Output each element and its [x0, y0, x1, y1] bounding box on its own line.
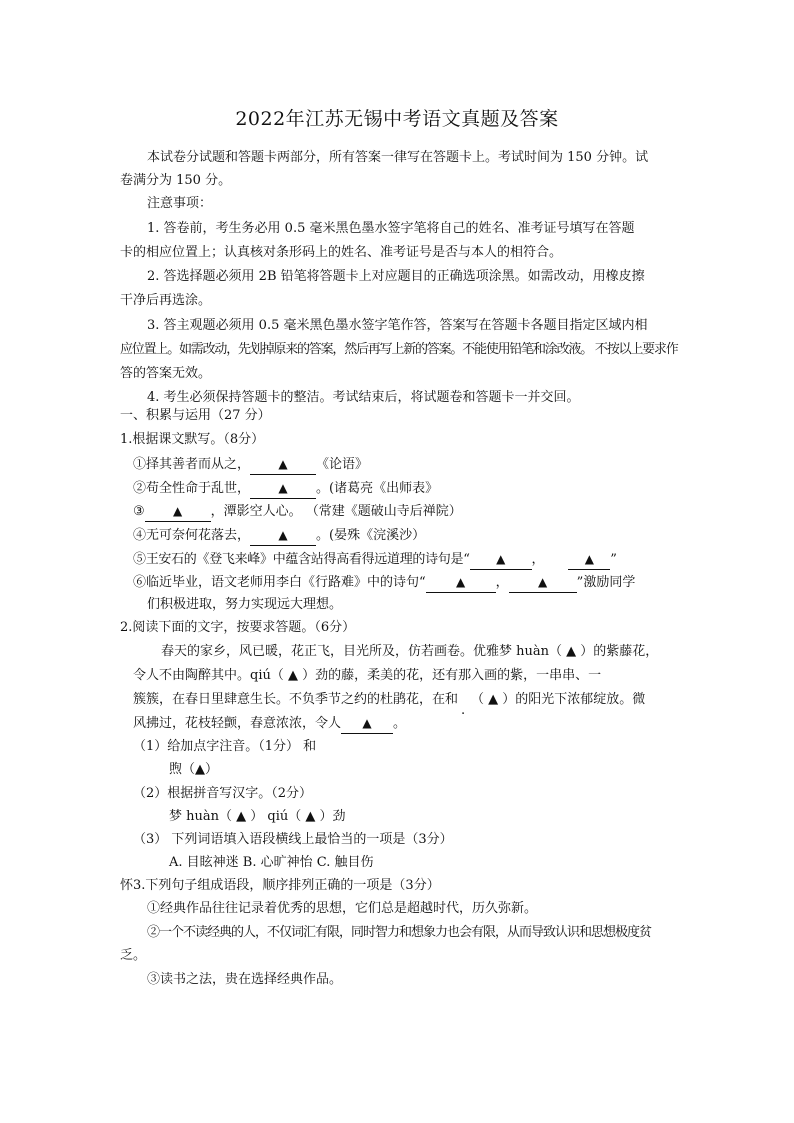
options: A. 目眩神迷 B. 心旷神怡 C. 触目伤 [169, 855, 374, 870]
answer-blank[interactable] [341, 714, 393, 734]
triangle-marker: ▲ [496, 552, 506, 566]
answer-blank[interactable] [250, 455, 316, 475]
passage-text: 风拂过，花枝轻颤，春意浓浓，令人 [133, 716, 342, 731]
fill-item [133, 455, 368, 475]
sentence-item: ②一个不读经典的人，不仅词汇有限，同时智力和想象力也会有限，从而导致认识和思想极度贫 [147, 925, 652, 940]
fill-item [133, 550, 617, 570]
answer-blank[interactable] [568, 550, 610, 570]
answer-blank[interactable] [250, 526, 316, 546]
sub-question: （3） 下列词语填入语段横线上最恰当的一项是（3分） [133, 832, 453, 847]
notice-item: 应位置上。如需改动，先划掉原来的答案，然后再写上新的答案。不能使用铅笔和涂改液。 不按以上要求作 [120, 342, 678, 357]
item-text: ， [531, 552, 545, 567]
passage-text: 。 [393, 716, 407, 731]
question-stem [120, 877, 440, 895]
triangle-marker: ▲ [362, 716, 372, 730]
passage-line: 春天的家乡，风已暖，花正飞，目光所及，仿若画卷。优雅梦 huàn（ ▲ ）的紫藤花， [161, 644, 659, 659]
question-stem-text: 3.下列句子组成语段，顺序排列正确的一项是（3分） [133, 878, 440, 893]
triangle-marker: ▲ [173, 504, 183, 518]
answer-blank[interactable] [509, 573, 577, 593]
item-text: ，潭影空人心。 （常建《题破山寺后禅院） [210, 504, 462, 519]
item-text: ⑥临近毕业，语文老师用李白《行路难》中的诗句“ [133, 575, 426, 590]
triangle-marker: ▲ [538, 575, 548, 589]
triangle-marker: ▲ [278, 528, 288, 542]
sub-question-answer: 梦 huàn（ ▲ ） qiú（ ▲ ）劲 [169, 809, 346, 824]
question-stem: 1.根据课文默写。（8分） [120, 432, 265, 447]
answer-blank[interactable] [426, 573, 496, 593]
dotted-char: . [458, 692, 471, 707]
triangle-marker: ▲ [584, 552, 594, 566]
fill-item [133, 479, 438, 499]
item-text: ” [610, 552, 617, 567]
notice-item: 3. 答主观题必须用 0.5 毫米黑色墨水签字笔作答，答案写在答题卡各题目指定区域内相 [147, 318, 648, 333]
question-stem: 2.阅读下面的文字，按要求答题。（6分） [120, 620, 356, 635]
item-text: 。(晏殊《浣溪沙） [316, 528, 426, 543]
item-text: 。(诸葛亮《出师表》 [316, 481, 439, 496]
passage-line [133, 691, 646, 718]
fill-item [133, 573, 635, 593]
item-text: ”激励同学 [576, 575, 636, 590]
sentence-item-cont: 乏。 [120, 948, 147, 963]
item-text: ③ [133, 504, 145, 519]
sub-question-answer: 煦（▲） [169, 762, 218, 777]
fill-item-cont: 们积极进取，努力实现远大理想。 [147, 597, 343, 612]
notice-item: 1. 答卷前，考生务必用 0.5 毫米黑色墨水签字笔将自己的姓名、准考证号填写在答题 [147, 221, 635, 236]
passage-text: （ ▲ ）的阳光下浓郁绽放。微 [471, 692, 646, 707]
document-title: 2022年江苏无锡中考语文真题及答案 [235, 108, 559, 130]
options-cont: 怀 [120, 878, 134, 893]
intro-line: 卷满分为 150 分。 [120, 173, 232, 188]
fill-item [133, 526, 425, 546]
notice-item: 2. 答选择题必须用 2B 铅笔将答题卡上对应题目的正确选项涂黑。如需改动，用橡皮擦 [147, 269, 645, 284]
item-text: ④无可奈何花落去， [133, 528, 251, 543]
item-text: 《论语》 [316, 457, 369, 472]
section-heading: 一、积累与运用（27 分） [120, 408, 271, 423]
answer-blank[interactable] [470, 550, 532, 570]
notice-item: 干净后再选涂。 [120, 293, 212, 308]
sub-question: （1）给加点字注音。（1分） 和 [133, 739, 317, 754]
item-text: ， [495, 575, 509, 590]
passage-line: 令人不由陶醉其中。qiú（ ▲ ）劲的藤，柔美的花，还有那入画的紫，一串串、一 [133, 668, 602, 683]
triangle-marker: ▲ [278, 481, 288, 495]
answer-blank[interactable] [250, 479, 316, 499]
passage-text: 簇簇，在春日里肆意生长。不负季节之约的杜鹃花，在和 [133, 692, 459, 707]
notice-item: 答的答案无效。 [120, 366, 212, 381]
sentence-item: ①经典作品往往记录着优秀的思想，它们总是超越时代，历久弥新。 [147, 901, 538, 916]
triangle-marker: ▲ [456, 575, 466, 589]
sentence-item: ③读书之法，贵在选择经典作品。 [147, 972, 343, 987]
answer-blank[interactable] [145, 502, 211, 522]
passage-line [133, 714, 406, 734]
intro-line: 本试卷分试题和答题卡两部分，所有答案一律写在答题卡上。考试时间为 150 分钟。试 [147, 150, 649, 165]
notice-item: 卡的相应位置上；认真核对条形码上的姓名、准考证号是否与本人的相符合。 [120, 245, 563, 260]
item-text: ⑤王安石的《登飞来峰》中蕴含站得高看得远道理的诗句是“ [133, 552, 470, 567]
triangle-marker: ▲ [278, 457, 288, 471]
item-text: ①择其善者而从之， [133, 457, 251, 472]
sub-question: （2）根据拼音写汉字。（2分） [133, 786, 313, 801]
fill-item [133, 502, 462, 522]
notice-item: 4. 考生必须保持答题卡的整洁。考试结束后，将试题卷和答题卡一并交回。 [147, 390, 580, 405]
notice-heading: 注意事项： [147, 196, 213, 211]
item-text: ②苟全性命于乱世， [133, 481, 251, 496]
